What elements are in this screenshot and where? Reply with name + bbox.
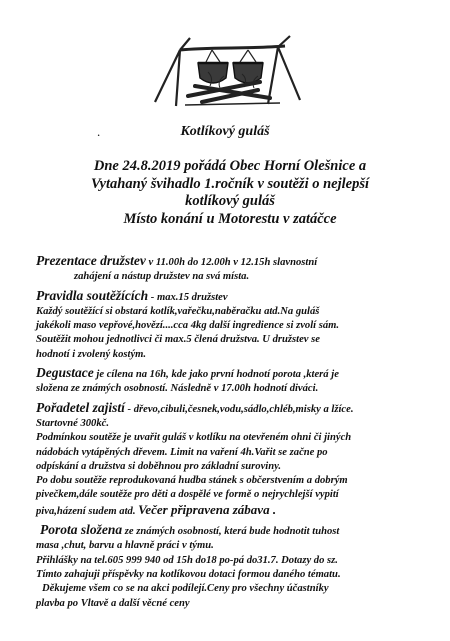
header-line-3: kotlíkový guláš xyxy=(185,193,275,209)
degustace-text-2: složena ze známých osobností. Následně v 17.00h hodnotí diváci. xyxy=(36,383,319,395)
pravidla-text-1: Každý soutěžící si obstará kotlík,vařečku,naběračku atd.Na guláš xyxy=(36,305,320,317)
prezentace-section xyxy=(36,252,436,270)
porota-text-1: ze známých osobností, která bude hodnotit tuhost xyxy=(124,526,340,538)
campfire-cauldron-icon xyxy=(140,10,310,110)
pravidla-suffix: - max.15 družstev xyxy=(148,291,228,303)
poradatel-text-8: piva,házení sudem atd. xyxy=(36,505,136,517)
header-line-4: Místo konání u Motorestu v zatáčce xyxy=(123,210,337,227)
porota-text-4: Tímto zahajuji příspěvky na kotlíkovou dotaci formou daného tématu. xyxy=(36,568,341,580)
event-header xyxy=(30,158,430,228)
bullet-dot: . xyxy=(97,124,101,139)
pravidla-heading: Pravidla soutěžících xyxy=(36,287,149,303)
porota-text-2: masa ,chut, barvu a hlavně práci v týmu. xyxy=(36,540,214,552)
degustace-heading: Degustace xyxy=(36,365,94,381)
pravidla-text-4: hodnotí i zvolený kostým. xyxy=(36,348,147,360)
poster-body xyxy=(36,252,436,611)
degustace-text-1: je cílena na 16h, kde jako první hodnotí porota ,která je xyxy=(96,369,339,381)
porota-text-6: plavba po Vltavě a další věcné ceny xyxy=(36,597,190,609)
degustace-section xyxy=(36,364,436,382)
header-line-1: Dne 24.8.2019 pořádá Obec Horní Olešnice a xyxy=(93,158,367,174)
prezentace-text-2: zahájení a nástup družstev na svá místa. xyxy=(74,271,250,283)
poradatel-text-2: Startovné 300kč. xyxy=(36,417,109,429)
poradatel-section xyxy=(36,399,436,417)
poster-title: Kotlíkový guláš xyxy=(180,124,270,139)
poradatel-text-5: odpískání a družstva si doběhnou pro základní suroviny. xyxy=(36,460,282,472)
porota-text-5: Děkujeme všem co se na akci podílejí.Ceny pro všechny účastníky xyxy=(42,583,329,595)
poradatel-text-1: - dřevo,cibuli,česnek,vodu,sádlo,chléb,misky a lžíce. xyxy=(124,403,354,415)
prezentace-text-1: v 11.00h do 12.00h v 12.15h slavnostní xyxy=(148,257,318,268)
poradatel-text-7: pivečkem,dále soutěže pro děti a dospělé ve formě o nejrychlejší vypití xyxy=(36,489,339,501)
pravidla-text-3: Soutěžit mohou jednotlivci či max.5 člená družstva. U družstev se xyxy=(36,334,320,346)
poradatel-text-3: Podmínkou soutěže je uvařit guláš v kotlíku na otevřeném ohni či jiných xyxy=(36,432,352,444)
evening-program: Večer připravena zábava . xyxy=(138,501,277,517)
pravidla-section xyxy=(36,287,436,305)
poradatel-text-8-row xyxy=(36,503,436,519)
prezentace-heading: Prezentace družstev xyxy=(36,253,146,268)
header-line-2: Vytahaný švihadlo 1.ročník v soutěži o nejlepší xyxy=(90,175,370,192)
poradatel-text-6: Po dobu soutěže reprodukovaná hudba stánek s občerstvením a dobrým xyxy=(36,475,348,487)
poradatel-text-4: nádobách vytápěných dřevem. Limit na vaření 4h.Vařit se začne po xyxy=(36,446,328,458)
pravidla-text-2: jakékoli maso vepřové,hovězí....cca 4kg další ingredience si zvolí sám. xyxy=(36,320,340,332)
porota-text-3: Přihlášky na tel.605 999 940 od 15h do18 po-pá do31.7. Dotazy do sz. xyxy=(36,554,338,566)
porota-heading: Porota složena xyxy=(40,522,123,538)
poradatel-heading: Pořadetel zajistí xyxy=(36,399,125,415)
porota-section xyxy=(36,521,436,539)
